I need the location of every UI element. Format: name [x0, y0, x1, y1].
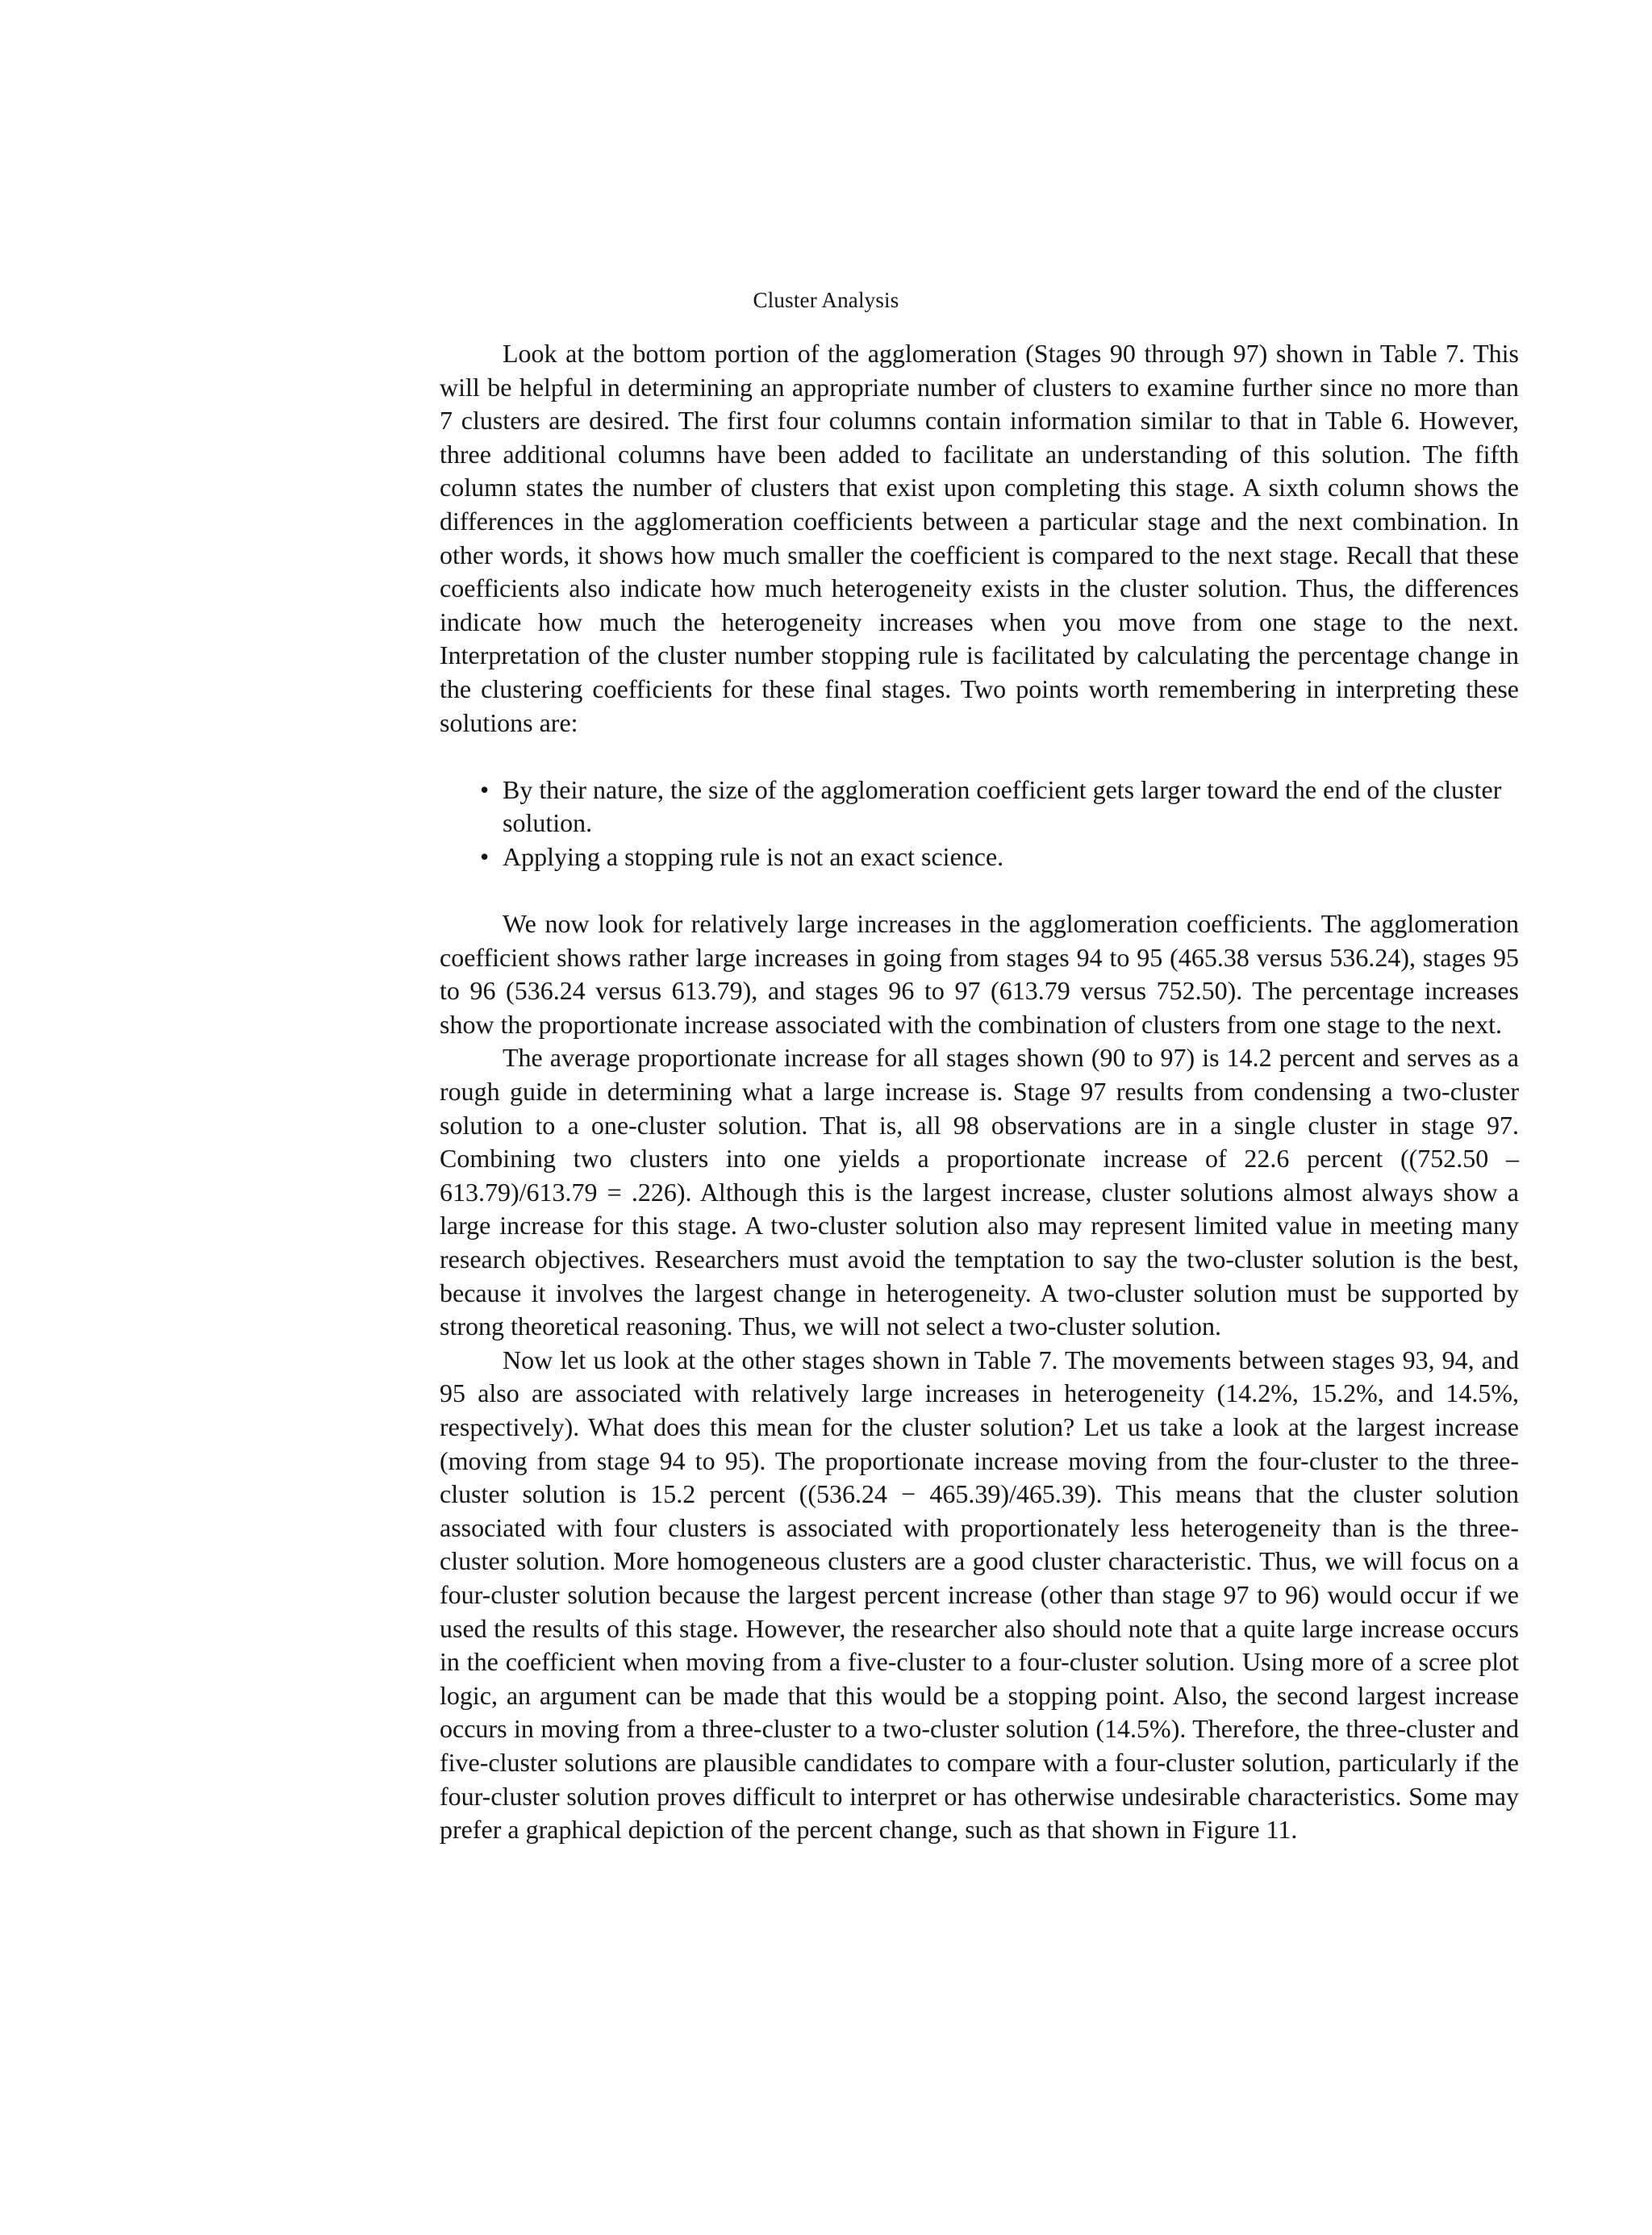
paragraph: Look at the bottom portion of the agglomeration (Stages 90 through 97) shown in Table 7. This will be helpful in determining an appropriate number of clusters to examine further since no more than 7 clusters are desired. The first four columns contain information similar to that in Table 6. However, three additional columns have been added to facilitate an understanding of this solution. The fifth column states the number of clusters that exist upon completing this stage. A sixth column shows the differences in the agglomeration coefficients between a particular stage and the next combination. In other words, it shows how much smaller the coefficient is compared to the next stage. Recall that these coefficients also indicate how much heterogeneity exists in the cluster solution. Thus, the differences indicate how much the heterogeneity increases when you move from one stage to the next. Interpretation of the cluster number stopping rule is facilitated by calculating the percentage change in the clustering coefficients for these final stages. Two points worth remembering in interpreting these solutions are:: [440, 339, 1519, 737]
paragraph: We now look for relatively large increases in the agglomeration coefficients. The agglomeration coefficient shows rather large increases in going from stages 94 to 95 (465.38 versus 536.24), stages 95 to 96 (536.24 versus 613.79), and stages 96 to 97 (613.79 versus 752.50). The percentage increases show the proportionate increase associated with the combination of clusters from one stage to the next.: [440, 909, 1519, 1039]
bullet-icon: •: [480, 774, 490, 804]
bullet-item: [480, 773, 1519, 840]
body-text: [440, 337, 1519, 1847]
bullet-text: By their nature, the size of the agglomeration coefficient gets larger toward the end of the cluster solution.: [503, 774, 1502, 838]
paragraph: The average proportionate increase for all stages shown (90 to 97) is 14.2 percent and serves as a rough guide in determining what a large increase is. Stage 97 results from condensing a two-cluster solution to a one-cluster solution. That is, all 98 observations are in a single cluster in stage 97. Combining two clusters into one yields a proportionate increase of 22.6 percent ((752.50 – 613.79)/613.79 = .226). Although this is the largest increase, cluster solutions almost always show a large increase for this stage. A two-cluster solution also may represent limited value in meeting many research objectives. Researchers must avoid the temptation to say the two-cluster solution is the best, because it involves the largest change in heterogeneity. A two-cluster solution must be supported by strong theoretical reasoning. Thus, we will not select a two-cluster solution.: [440, 1043, 1519, 1341]
bullet-text: Applying a stopping rule is not an exact science.: [503, 841, 1004, 871]
paragraph: Now let us look at the other stages shown in Table 7. The movements between stages 93, 94, and 95 also are associated with relatively large increases in heterogeneity (14.2%, 15.2%, and 14.5%, respectively). What does this mean for the cluster solution? Let us take a look at the largest increase (moving from stage 94 to 95). The proportionate increase moving from the four-cluster to the three-cluster solution is 15.2 percent ((536.24 − 465.39)/465.39). This means that the cluster solution associated with four clusters is associated with proportionately less heterogeneity than is the three-cluster solution. More homogeneous clusters are a good cluster characteristic. Thus, we will focus on a four-cluster solution because the largest percent increase (other than stage 97 to 96) would occur if we used the results of this stage. However, the researcher also should note that a quite large increase occurs in the coefficient when moving from a five-cluster to a four-cluster solution. Using more of a scree plot logic, an argument can be made that this would be a stopping point. Also, the second largest increase occurs in moving from a three-cluster to a two-cluster solution (14.5%). Therefore, the three-cluster and five-cluster solutions are plausible candidates to compare with a four-cluster solution, particularly if the four-cluster solution proves difficult to interpret or has otherwise undesirable characteristics. Some may prefer a graphical depiction of the percent change, such as that shown in Figure 11.: [440, 1345, 1519, 1845]
bullet-icon: •: [480, 841, 490, 871]
running-header: Cluster Analysis: [753, 288, 899, 312]
bullet-list: [440, 773, 1519, 874]
bullet-item: [480, 840, 1519, 874]
